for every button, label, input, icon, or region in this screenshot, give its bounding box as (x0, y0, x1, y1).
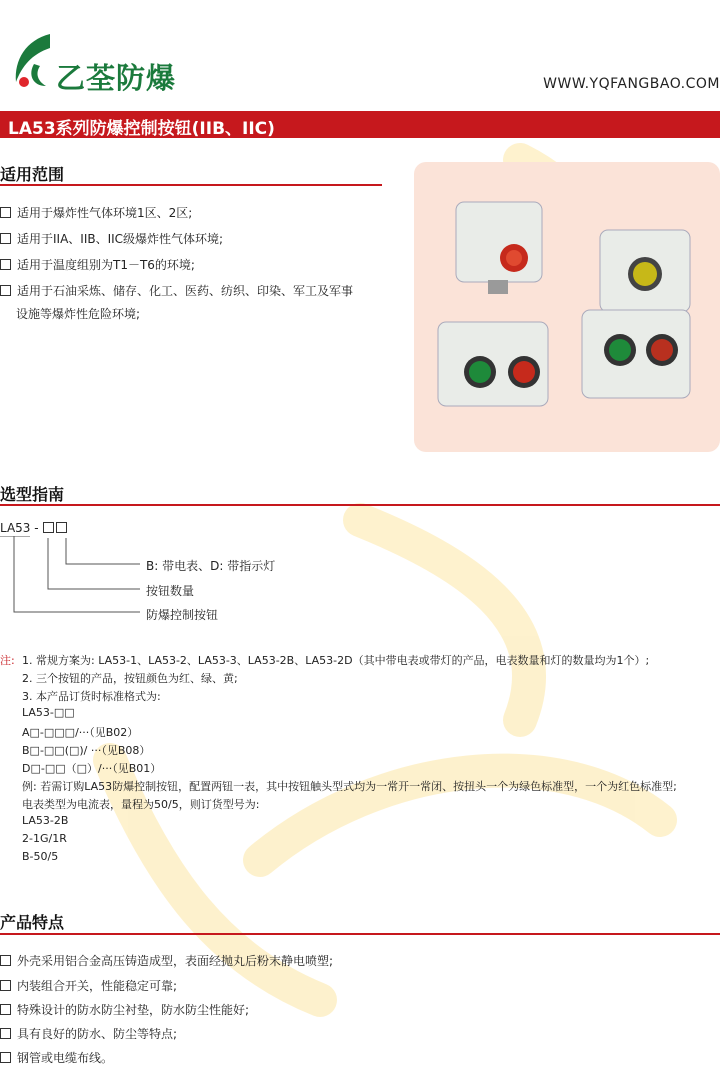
features-heading: 产品特点 (0, 913, 65, 932)
scope-item-continued: 设施等爆炸性危险环境; (16, 307, 141, 321)
product-photo (414, 162, 720, 452)
selection-rule (0, 504, 720, 506)
page-title: LA53系列防爆控制按钮(IIB、IIC) (8, 119, 275, 139)
features-rule (0, 933, 720, 935)
selection-label-b-d: B: 带电表、D: 带指示灯 (146, 559, 276, 573)
checkbox-icon (0, 233, 11, 244)
checkbox-icon (0, 1052, 11, 1063)
product-illustration (414, 162, 720, 452)
note-line: 例: 若需订购LA53防爆控制按钮，配置两钮一表，其中按钮触头型式均为一常开一常闭、按扭头一个为绿色标准型，一个为红色标准型; (22, 780, 677, 793)
note-line: 1. 常规方案为: LA53-1、LA53-2、LA53-3、LA53-2B、LA53-2D（其中带电表或带灯的产品，电表数量和灯的数量均为1个）; (22, 654, 650, 667)
note-line: LA53-□□ (22, 706, 75, 719)
note-line: LA53-2B (22, 814, 69, 827)
checkbox-icon (0, 285, 11, 296)
note-line: 电表类型为电流表，量程为50/5，则订货型号为: (22, 798, 260, 811)
note-line: B□-□□(□)/ ···（见B08） (22, 744, 151, 757)
note-line: D□-□□（□）/···（见B01） (22, 762, 162, 775)
control-box-single-red (456, 202, 542, 294)
feature-item: 外壳采用铝合金高压铸造成型，表面经抛丸后粉末静电喷塑; (0, 952, 333, 969)
checkbox-icon (0, 980, 11, 991)
selection-diagram-lines (0, 536, 160, 616)
note-line: 2. 三个按钮的产品，按钮颜色为红、绿、黄; (22, 672, 238, 685)
checkbox-icon (0, 207, 11, 218)
website-url[interactable]: WWW.YQFANGBAO.COM (543, 76, 720, 92)
scope-item: 适用于石油采炼、储存、化工、医药、纺织、印染、军工及军事 (0, 282, 353, 299)
feature-item: 特殊设计的防水防尘衬垫，防水防尘性能好; (0, 1001, 249, 1018)
selection-label-count: 按钮数量 (146, 584, 195, 598)
selection-label-type: 防爆控制按钮 (146, 608, 219, 622)
note-line: 2-1G/1R (22, 832, 67, 845)
checkbox-icon (0, 1028, 11, 1039)
note-line: 3. 本产品订货时标准格式为: (22, 690, 161, 703)
brand-name: 乙荃防爆 (56, 61, 177, 95)
scope-item: 适用于IIA、IIB、IIC级爆炸性气体环境; (0, 230, 223, 247)
scope-heading: 适用范围 (0, 165, 65, 184)
code-box-icon (43, 522, 54, 533)
scope-rule (0, 184, 382, 186)
checkbox-icon (0, 955, 11, 966)
checkbox-icon (0, 1004, 11, 1015)
control-box-green-red (438, 322, 548, 406)
notes-marker: 注: (0, 654, 15, 667)
feature-item: 具有良好的防水、防尘等特点; (0, 1025, 177, 1042)
scope-item: 适用于爆炸性气体环境1区、2区; (0, 204, 192, 221)
model-code: LA53 - (0, 521, 68, 535)
checkbox-icon (0, 259, 11, 270)
feature-item: 钢管或电缆布线。 (0, 1049, 113, 1066)
scope-item: 适用于温度组别为T1－T6的环境; (0, 256, 195, 273)
selection-heading: 选型指南 (0, 485, 65, 504)
control-box-green-red-2 (582, 310, 690, 398)
code-box-icon (56, 522, 67, 533)
control-box-yellow (600, 230, 690, 312)
note-line: B-50/5 (22, 850, 59, 863)
note-line: A□-□□□/···（见B02） (22, 726, 139, 739)
feature-item: 内装组合开关，性能稳定可靠; (0, 977, 177, 994)
